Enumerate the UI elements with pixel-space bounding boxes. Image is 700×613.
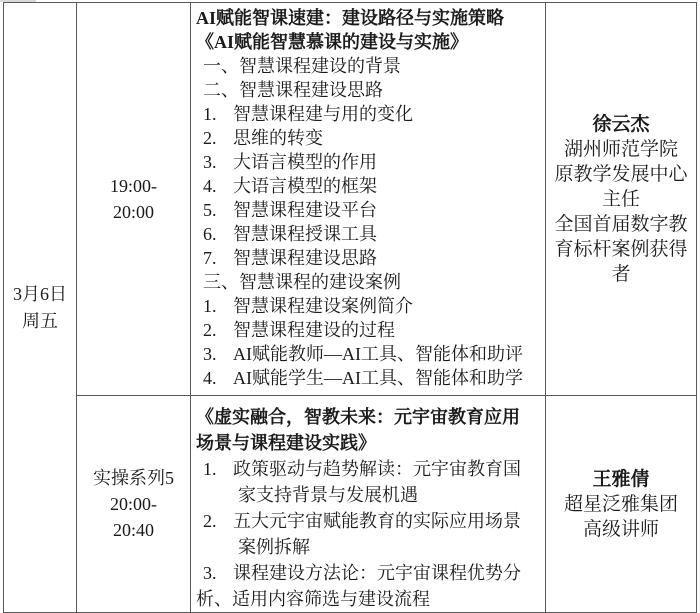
content-line [196,534,543,560]
list-marker: 1. [203,104,217,124]
content-line [196,78,543,102]
list-marker: 2. [203,320,217,340]
content-line [196,198,543,222]
content-line [196,430,543,456]
date-cell [4,3,77,613]
time-line: 20:00 [112,202,154,222]
list-marker: 6. [203,224,217,244]
speaker-detail-line: 超星泛雅集团 [563,493,678,515]
list-marker: 4. [203,176,217,196]
content-line [196,456,543,482]
speaker-name: 徐云杰 [592,113,650,135]
content-line [196,508,543,534]
line-text: 智慧课程建设案例简介 [233,296,413,316]
schedule-table [3,2,697,613]
speaker-cell-session2 [546,396,697,613]
line-text: 《AI赋能智慧慕课的建设与实施》 [196,32,469,52]
session-outline [196,404,543,612]
list-marker: 4. [203,368,217,388]
content-line [196,246,543,270]
list-marker: 5. [203,200,217,220]
line-text: 一、智慧课程建设的背景 [203,56,401,76]
content-line [196,126,543,150]
list-marker: 3. [203,563,217,583]
speaker-detail-line: 高级讲师 [582,518,659,540]
line-text: 课程建设方法论：元宇宙课程优势分 [233,563,521,583]
time-text [77,173,190,225]
line-text: 三、智慧课程的建设案例 [203,272,401,292]
time-line: 实操系列5 [93,468,174,488]
line-text: AI赋能教师—AI工具、智能体和助评 [233,344,523,364]
speaker-detail-line: 湖州师范学院 [563,138,678,160]
speaker-detail-line: 主任 [601,188,640,210]
content-line [196,318,543,342]
line-text: 场景与课程建设实践》 [196,433,376,453]
line-text: 大语言模型的框架 [233,176,377,196]
content-line [196,482,543,508]
content-line [196,560,543,586]
line-text: 智慧课程建设思路 [233,248,377,268]
list-marker: 1. [203,459,217,479]
speaker-detail-line: 育标杆案例获得 [554,238,688,260]
list-marker: 3. [203,152,217,172]
line-text: 智慧课程建设的过程 [233,320,395,340]
line-text: 二、智慧课程建设思路 [203,80,383,100]
content-line [196,342,543,366]
line-text: 智慧课程建设平台 [233,200,377,220]
speaker-detail-line: 全国首届数字教 [554,213,688,235]
list-marker: 2. [203,128,217,148]
date-line-monthday: 3月6日 [13,283,67,304]
line-text: 五大元宇宙赋能教育的实际应用场景 [233,511,521,531]
content-cell-session1 [191,3,546,396]
crop-artifact [0,0,36,2]
content-line [196,294,543,318]
line-text: 《虚实融合，智教未来：元宇宙教育应用 [196,407,520,427]
date-line-weekday: 周五 [22,310,58,331]
list-marker: 2. [203,511,217,531]
content-line [196,404,543,430]
date-text [4,281,76,335]
line-text: AI赋能智课速建：建设路径与实施策略 [196,8,505,28]
content-line [196,366,543,390]
content-line [196,6,543,30]
speaker-cell-session1 [546,3,697,396]
time-cell-session1 [77,3,191,396]
speaker-details [550,492,692,542]
content-line [196,30,543,54]
content-line [196,586,543,612]
list-marker: 7. [203,248,217,268]
line-text: 智慧课程授课工具 [233,224,377,244]
line-text: 案例拆解 [238,537,310,557]
time-line: 19:00- [110,176,157,196]
content-line [196,174,543,198]
session-row-2 [4,396,697,613]
session-row-1 [4,3,697,396]
content-line [196,54,543,78]
time-line: 20:00- [110,494,157,514]
line-text: 析、适用内容筛选与建设流程 [196,589,430,609]
time-line: 20:40 [112,520,154,540]
list-marker: 1. [203,296,217,316]
line-text: 大语言模型的作用 [233,152,377,172]
line-text: 家支持背景与发展机遇 [238,485,418,505]
speaker-detail-line: 原教学发展中心 [554,163,688,185]
speaker-detail-line: 者 [611,263,631,285]
time-text [77,465,190,543]
content-line [196,102,543,126]
content-line [196,222,543,246]
content-cell-session2 [191,396,546,613]
time-cell-session2 [77,396,191,613]
content-line [196,150,543,174]
speaker-details [550,137,692,287]
line-text: 政策驱动与趋势解读：元宇宙教育国 [233,459,521,479]
line-text: 思维的转变 [233,128,323,148]
line-text: 智慧课程建与用的变化 [233,104,413,124]
session-outline [196,6,543,390]
list-marker: 3. [203,344,217,364]
speaker-name: 王雅倩 [592,468,650,490]
line-text: AI赋能学生—AI工具、智能体和助学 [233,368,523,388]
content-line [196,270,543,294]
